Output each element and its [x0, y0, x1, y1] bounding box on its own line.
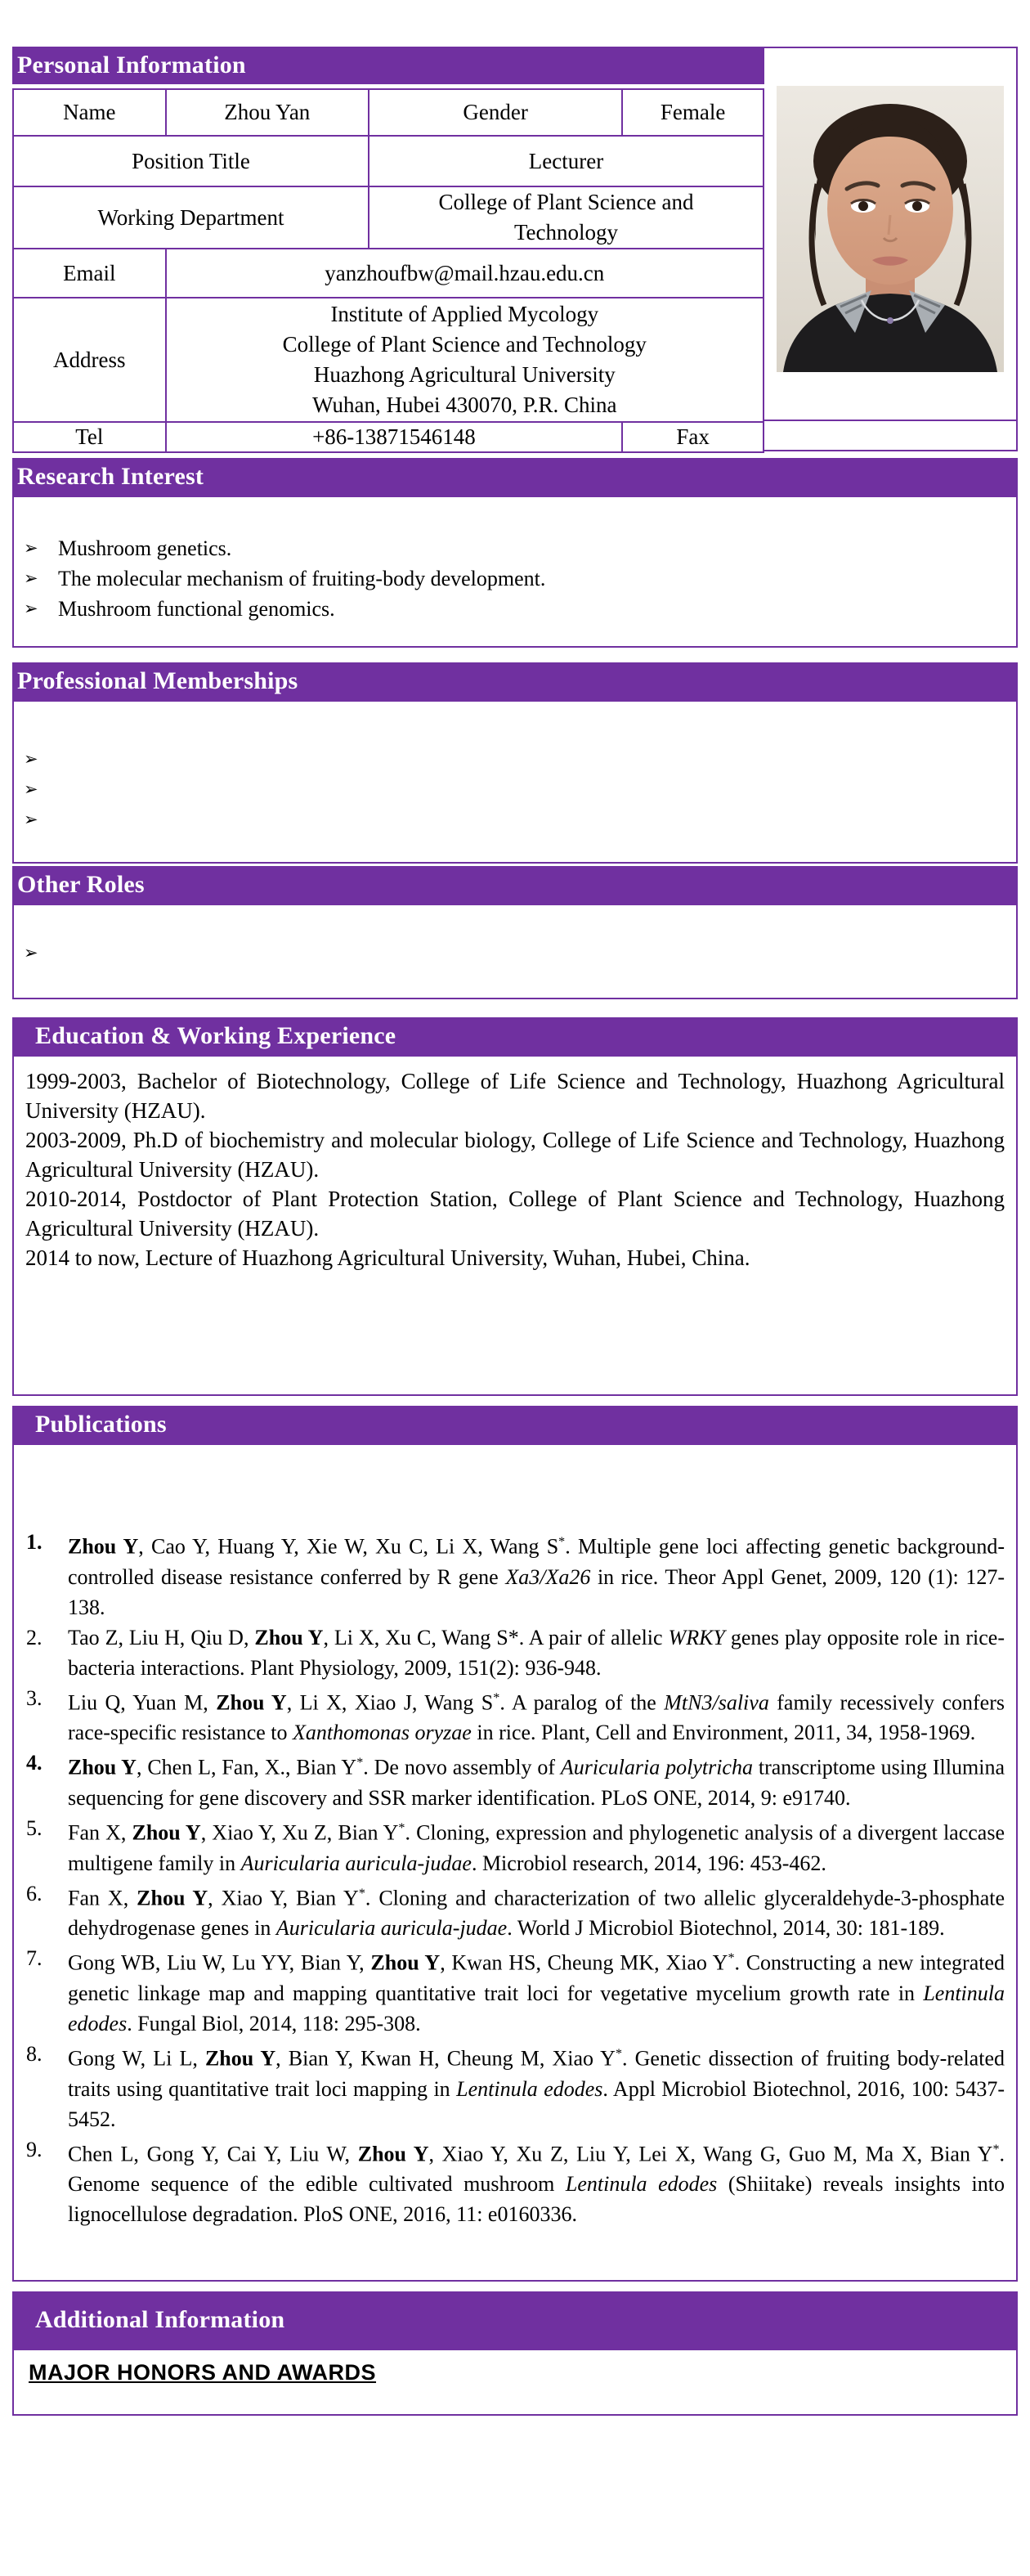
experience-paragraph: 2014 to now, Lecture of Huazhong Agricultural University, Wuhan, Hubei, China.	[25, 1245, 750, 1270]
address-value	[166, 298, 764, 422]
table-row	[13, 136, 764, 186]
publication-item	[14, 1878, 1016, 1944]
experience-paragraph: 2003-2009, Ph.D of biochemistry and molecular biology, College of Life Science and Technology, Huazhong Agricultural University (HZAU).	[25, 1128, 1005, 1182]
research-interest-header-label: Research Interest	[17, 463, 204, 490]
publications-header-label: Publications	[35, 1411, 167, 1438]
list-item-label: Mushroom genetics.	[58, 536, 232, 560]
tel-value: +86-13871546148	[166, 422, 623, 452]
publication-citation: Gong W, Li L, Zhou Y, Bian Y, Kwan H, Cheung M, Xiao Y*. Genetic dissection of fruiting body-related traits using quantitative trait loci mapping in Lentinula edodes. Appl Microbiol Biotechnol, 2016, 100: 5437-5452.	[68, 2046, 1005, 2131]
bullet-arrow-icon: ➢	[24, 568, 38, 588]
personal-info-header	[12, 47, 764, 84]
list-item-label	[58, 938, 1016, 968]
list-item-label: Mushroom functional genomics.	[58, 597, 335, 621]
table-row	[13, 186, 764, 249]
publications-box	[12, 1443, 1018, 2282]
profile-photo-cell	[764, 47, 1018, 421]
professional-memberships-header-label: Professional Memberships	[17, 667, 298, 694]
publication-item	[14, 1943, 1016, 2039]
table-row	[13, 422, 764, 452]
additional-info-header	[12, 2291, 1018, 2349]
personal-info-header-label: Personal Information	[17, 52, 246, 79]
publication-number: 4.	[26, 1751, 43, 1775]
name-label: Name	[13, 89, 166, 136]
publication-number: 3.	[26, 1685, 43, 1710]
fax-label: Fax	[622, 422, 764, 452]
publication-item	[14, 1622, 1016, 1683]
publication-number: 1.	[26, 1530, 43, 1554]
address-line: Wuhan, Hubei 430070, P.R. China	[312, 393, 617, 417]
position-title-value: Lecturer	[369, 136, 764, 186]
email-label: Email	[13, 249, 166, 298]
list-item-label: The molecular mechanism of fruiting-body development.	[58, 567, 546, 590]
working-department-label: Working Department	[13, 186, 369, 249]
publication-item	[14, 1813, 1016, 1878]
personal-info-right	[764, 47, 1018, 453]
list-item-label	[58, 805, 1016, 835]
personal-info-table	[12, 88, 764, 453]
table-row	[13, 298, 764, 422]
list-item	[14, 774, 1016, 805]
professional-memberships-list	[14, 744, 1016, 835]
list-item-label	[58, 774, 1016, 805]
education-box	[12, 1055, 1018, 1396]
research-interest-box	[12, 496, 1018, 648]
publication-citation: Zhou Y, Cao Y, Huang Y, Xie W, Xu C, Li X, Wang S*. Multiple gene loci affecting genetic background-controlled disease resistance conferred by R gene Xa3/Xa26 in rice. Theor Appl Genet, 2009, 120 (1): 127-138.	[68, 1534, 1005, 1619]
major-honors-heading: MAJOR HONORS AND AWARDS	[29, 2360, 377, 2385]
publication-number: 6.	[26, 1881, 43, 1905]
gender-label: Gender	[369, 89, 622, 136]
professional-memberships-box	[12, 700, 1018, 864]
list-item-label	[58, 744, 1016, 774]
publication-item	[14, 1748, 1016, 1813]
other-roles-box	[12, 904, 1018, 999]
bullet-arrow-icon: ➢	[24, 599, 38, 618]
publication-item	[14, 1527, 1016, 1622]
other-roles-header	[12, 866, 1018, 904]
publication-number: 9.	[26, 2137, 43, 2161]
bullet-arrow-icon: ➢	[24, 538, 38, 558]
personal-info-section	[12, 47, 1018, 453]
list-item	[14, 533, 1016, 563]
bullet-arrow-icon: ➢	[24, 749, 38, 769]
other-roles-list	[14, 938, 1016, 968]
publication-number: 5.	[26, 1815, 43, 1840]
experience-paragraph: 2010-2014, Postdoctor of Plant Protection Station, College of Plant Science and Technology, Huazhong Agricultural University (HZAU).	[25, 1187, 1005, 1241]
publication-citation: Zhou Y, Chen L, Fan, X., Bian Y*. De novo assembly of Auricularia polytricha transcriptome using Illumina sequencing for gene discovery and SSR marker identification. PLoS ONE, 2014, 9: e91740.	[68, 1755, 1005, 1810]
additional-info-box	[12, 2349, 1018, 2416]
gender-value: Female	[622, 89, 764, 136]
list-item	[14, 594, 1016, 624]
publication-citation: Chen L, Gong Y, Cai Y, Liu W, Zhou Y, Xiao Y, Xu Z, Liu Y, Lei X, Wang G, Guo M, Ma X, Bian Y*. Genome sequence of the edible cultivated mushroom Lentinula edodes (Shiitake) reveals insights into lignocellulose degradation. PloS ONE, 2016, 11: e0160336.	[68, 2142, 1005, 2227]
profile-photo	[777, 86, 1004, 372]
publication-number: 7.	[26, 1946, 43, 1971]
publication-number: 2.	[26, 1625, 43, 1649]
address-line: College of Plant Science and Technology	[282, 332, 647, 357]
list-item	[14, 563, 1016, 594]
publication-item	[14, 2039, 1016, 2134]
personal-info-left	[12, 47, 764, 453]
education-header-label: Education & Working Experience	[35, 1022, 396, 1049]
working-department-value: College of Plant Science and Technology	[369, 186, 764, 249]
publication-citation: Fan X, Zhou Y, Xiao Y, Xu Z, Bian Y*. Cloning, expression and phylogenetic analysis of a divergent laccase multigene family in Auricularia auricula-judae. Microbiol research, 2014, 196: 453-462.	[68, 1820, 1005, 1875]
bullet-arrow-icon: ➢	[24, 779, 38, 799]
list-item	[14, 938, 1016, 968]
address-line: Institute of Applied Mycology	[330, 302, 599, 326]
publication-item	[14, 1683, 1016, 1748]
publication-citation: Fan X, Zhou Y, Xiao Y, Bian Y*. Cloning and characterization of two allelic glyceraldehyde-3-phosphate dehydrogenase genes in Auricularia auricula-judae. World J Microbiol Biotechnol, 2014, 30: 181-189.	[68, 1886, 1005, 1941]
fax-value-cell	[764, 421, 1018, 451]
publications-header	[12, 1406, 1018, 1443]
research-interest-header	[12, 458, 1018, 496]
additional-info-header-label: Additional Information	[35, 2306, 285, 2333]
tel-label: Tel	[13, 422, 166, 452]
list-item	[14, 744, 1016, 774]
table-row	[13, 89, 764, 136]
other-roles-header-label: Other Roles	[17, 871, 145, 898]
experience-paragraph: 1999-2003, Bachelor of Biotechnology, College of Life Science and Technology, Huazhong Agricultural University (HZAU).	[25, 1069, 1005, 1123]
professional-memberships-header	[12, 662, 1018, 700]
publication-citation: Gong WB, Liu W, Lu YY, Bian Y, Zhou Y, Kwan HS, Cheung MK, Xiao Y*. Constructing a new integrated genetic linkage map and mapping quantitative trait loci for vegetative mycelium growth rate in Lentinula edodes. Fungal Biol, 2014, 118: 295-308.	[68, 1950, 1005, 2035]
education-header	[12, 1017, 1018, 1055]
publication-number: 8.	[26, 2041, 43, 2066]
publication-citation: Tao Z, Liu H, Qiu D, Zhou Y, Li X, Xu C, Wang S*. A pair of allelic WRKY genes play opposite role in rice-bacteria interactions. Plant Physiology, 2009, 151(2): 936-948.	[68, 1625, 1005, 1680]
publication-item	[14, 2134, 1016, 2230]
position-title-label: Position Title	[13, 136, 369, 186]
address-line: Huazhong Agricultural University	[313, 362, 616, 387]
table-row	[13, 249, 764, 298]
address-label: Address	[13, 298, 166, 422]
email-value: yanzhoufbw@mail.hzau.edu.cn	[166, 249, 764, 298]
name-value: Zhou Yan	[166, 89, 369, 136]
list-item	[14, 805, 1016, 835]
bullet-arrow-icon: ➢	[24, 943, 38, 963]
bullet-arrow-icon: ➢	[24, 810, 38, 829]
research-interest-list	[14, 533, 1016, 624]
publication-citation: Liu Q, Yuan M, Zhou Y, Li X, Xiao J, Wang S*. A paralog of the MtN3/saliva family recessively confers race-specific resistance to Xanthomonas oryzae in rice. Plant, Cell and Environment, 2011, 34, 1958-1969.	[68, 1690, 1005, 1745]
